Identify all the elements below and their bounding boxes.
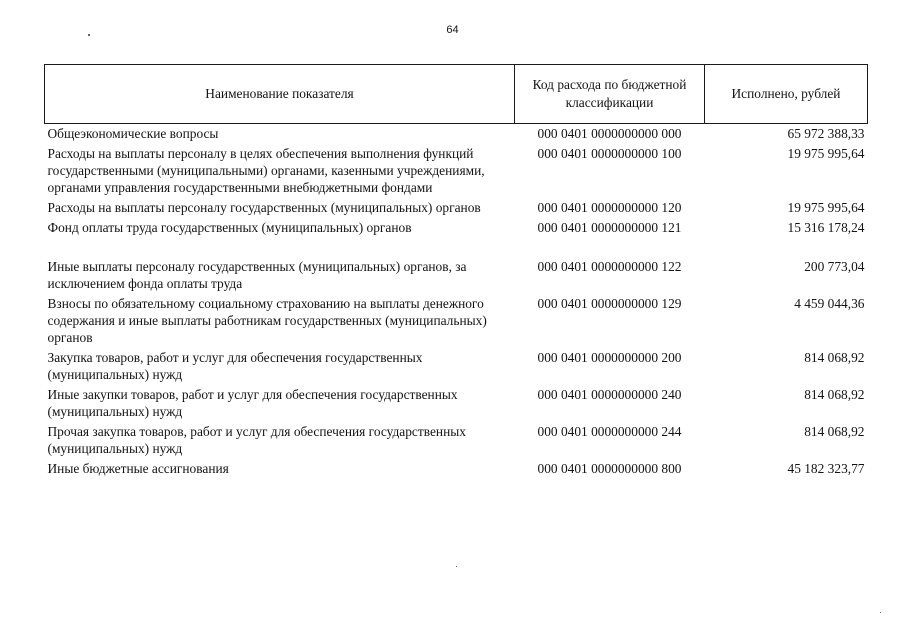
row-code: 000 0401 0000000000 800 [537, 461, 682, 476]
scan-speck [88, 34, 90, 36]
row-code: 000 0401 0000000000 129 [537, 296, 682, 311]
expenditure-table [44, 64, 868, 479]
row-code: 000 0401 0000000000 122 [537, 259, 682, 274]
header-budget-code: Код расхода по бюджетной классификации [515, 65, 705, 124]
row-code: 000 0401 0000000000 100 [537, 146, 682, 161]
row-amount: 4 459 044,36 [794, 296, 865, 311]
row-amount: 814 068,92 [804, 387, 865, 402]
row-amount: 65 972 388,33 [787, 126, 865, 141]
row-name: Расходы на выплаты персоналу государственных (муниципальных) органов [47, 200, 481, 215]
row-amount: 200 773,04 [804, 259, 865, 274]
row-name: Прочая закупка товаров, работ и услуг для обеспечения государственных (муниципальных) нужд [47, 424, 466, 456]
row-name: Взносы по обязательному социальному страхованию на выплаты денежного содержания и иные выплаты работникам государственных (муниципальных) органов [47, 296, 487, 345]
row-name: Иные выплаты персоналу государственных (муниципальных) органов, за исключением фонда оплаты труда [47, 259, 467, 291]
scan-speck [880, 612, 881, 613]
row-code: 000 0401 0000000000 200 [537, 350, 682, 365]
table-row [45, 385, 868, 422]
row-amount: 15 316 178,24 [787, 220, 865, 235]
row-code: 000 0401 0000000000 240 [537, 387, 682, 402]
table-header-row [45, 65, 868, 124]
table-row [45, 257, 868, 294]
row-code: 000 0401 0000000000 120 [537, 200, 682, 215]
row-name: Иные закупки товаров, работ и услуг для обеспечения государственных (муниципальных) нужд [47, 387, 458, 419]
row-amount: 19 975 995,64 [787, 146, 865, 161]
table-row [45, 422, 868, 459]
row-code: 000 0401 0000000000 000 [537, 126, 682, 141]
row-amount: 814 068,92 [804, 350, 865, 365]
row-amount: 45 182 323,77 [787, 461, 865, 476]
table-row [45, 144, 868, 198]
row-name: Расходы на выплаты персоналу в целях обеспечения выполнения функций государственными (муниципальными) органами, казенными учреждениями, органами управления государственными внебюджетными фондами [47, 146, 485, 195]
table-row [45, 218, 868, 257]
table-row [45, 294, 868, 348]
row-code: 000 0401 0000000000 244 [537, 424, 682, 439]
row-name: Общеэкономические вопросы [47, 126, 219, 141]
scan-speck [456, 566, 457, 567]
page-number: 64 [446, 24, 459, 36]
row-code: 000 0401 0000000000 121 [537, 220, 682, 235]
row-name: Закупка товаров, работ и услуг для обеспечения государственных (муниципальных) нужд [47, 350, 423, 382]
table-row [45, 459, 868, 479]
table-row [45, 348, 868, 385]
row-name: Фонд оплаты труда государственных (муниципальных) органов [47, 220, 412, 235]
header-executed-amount: Исполнено, рублей [705, 65, 868, 124]
row-name: Иные бюджетные ассигнования [47, 461, 229, 476]
header-indicator-name: Наименование показателя [45, 65, 515, 124]
table-row [45, 198, 868, 218]
row-amount: 814 068,92 [804, 424, 865, 439]
table-row [45, 124, 868, 145]
row-amount: 19 975 995,64 [787, 200, 865, 215]
